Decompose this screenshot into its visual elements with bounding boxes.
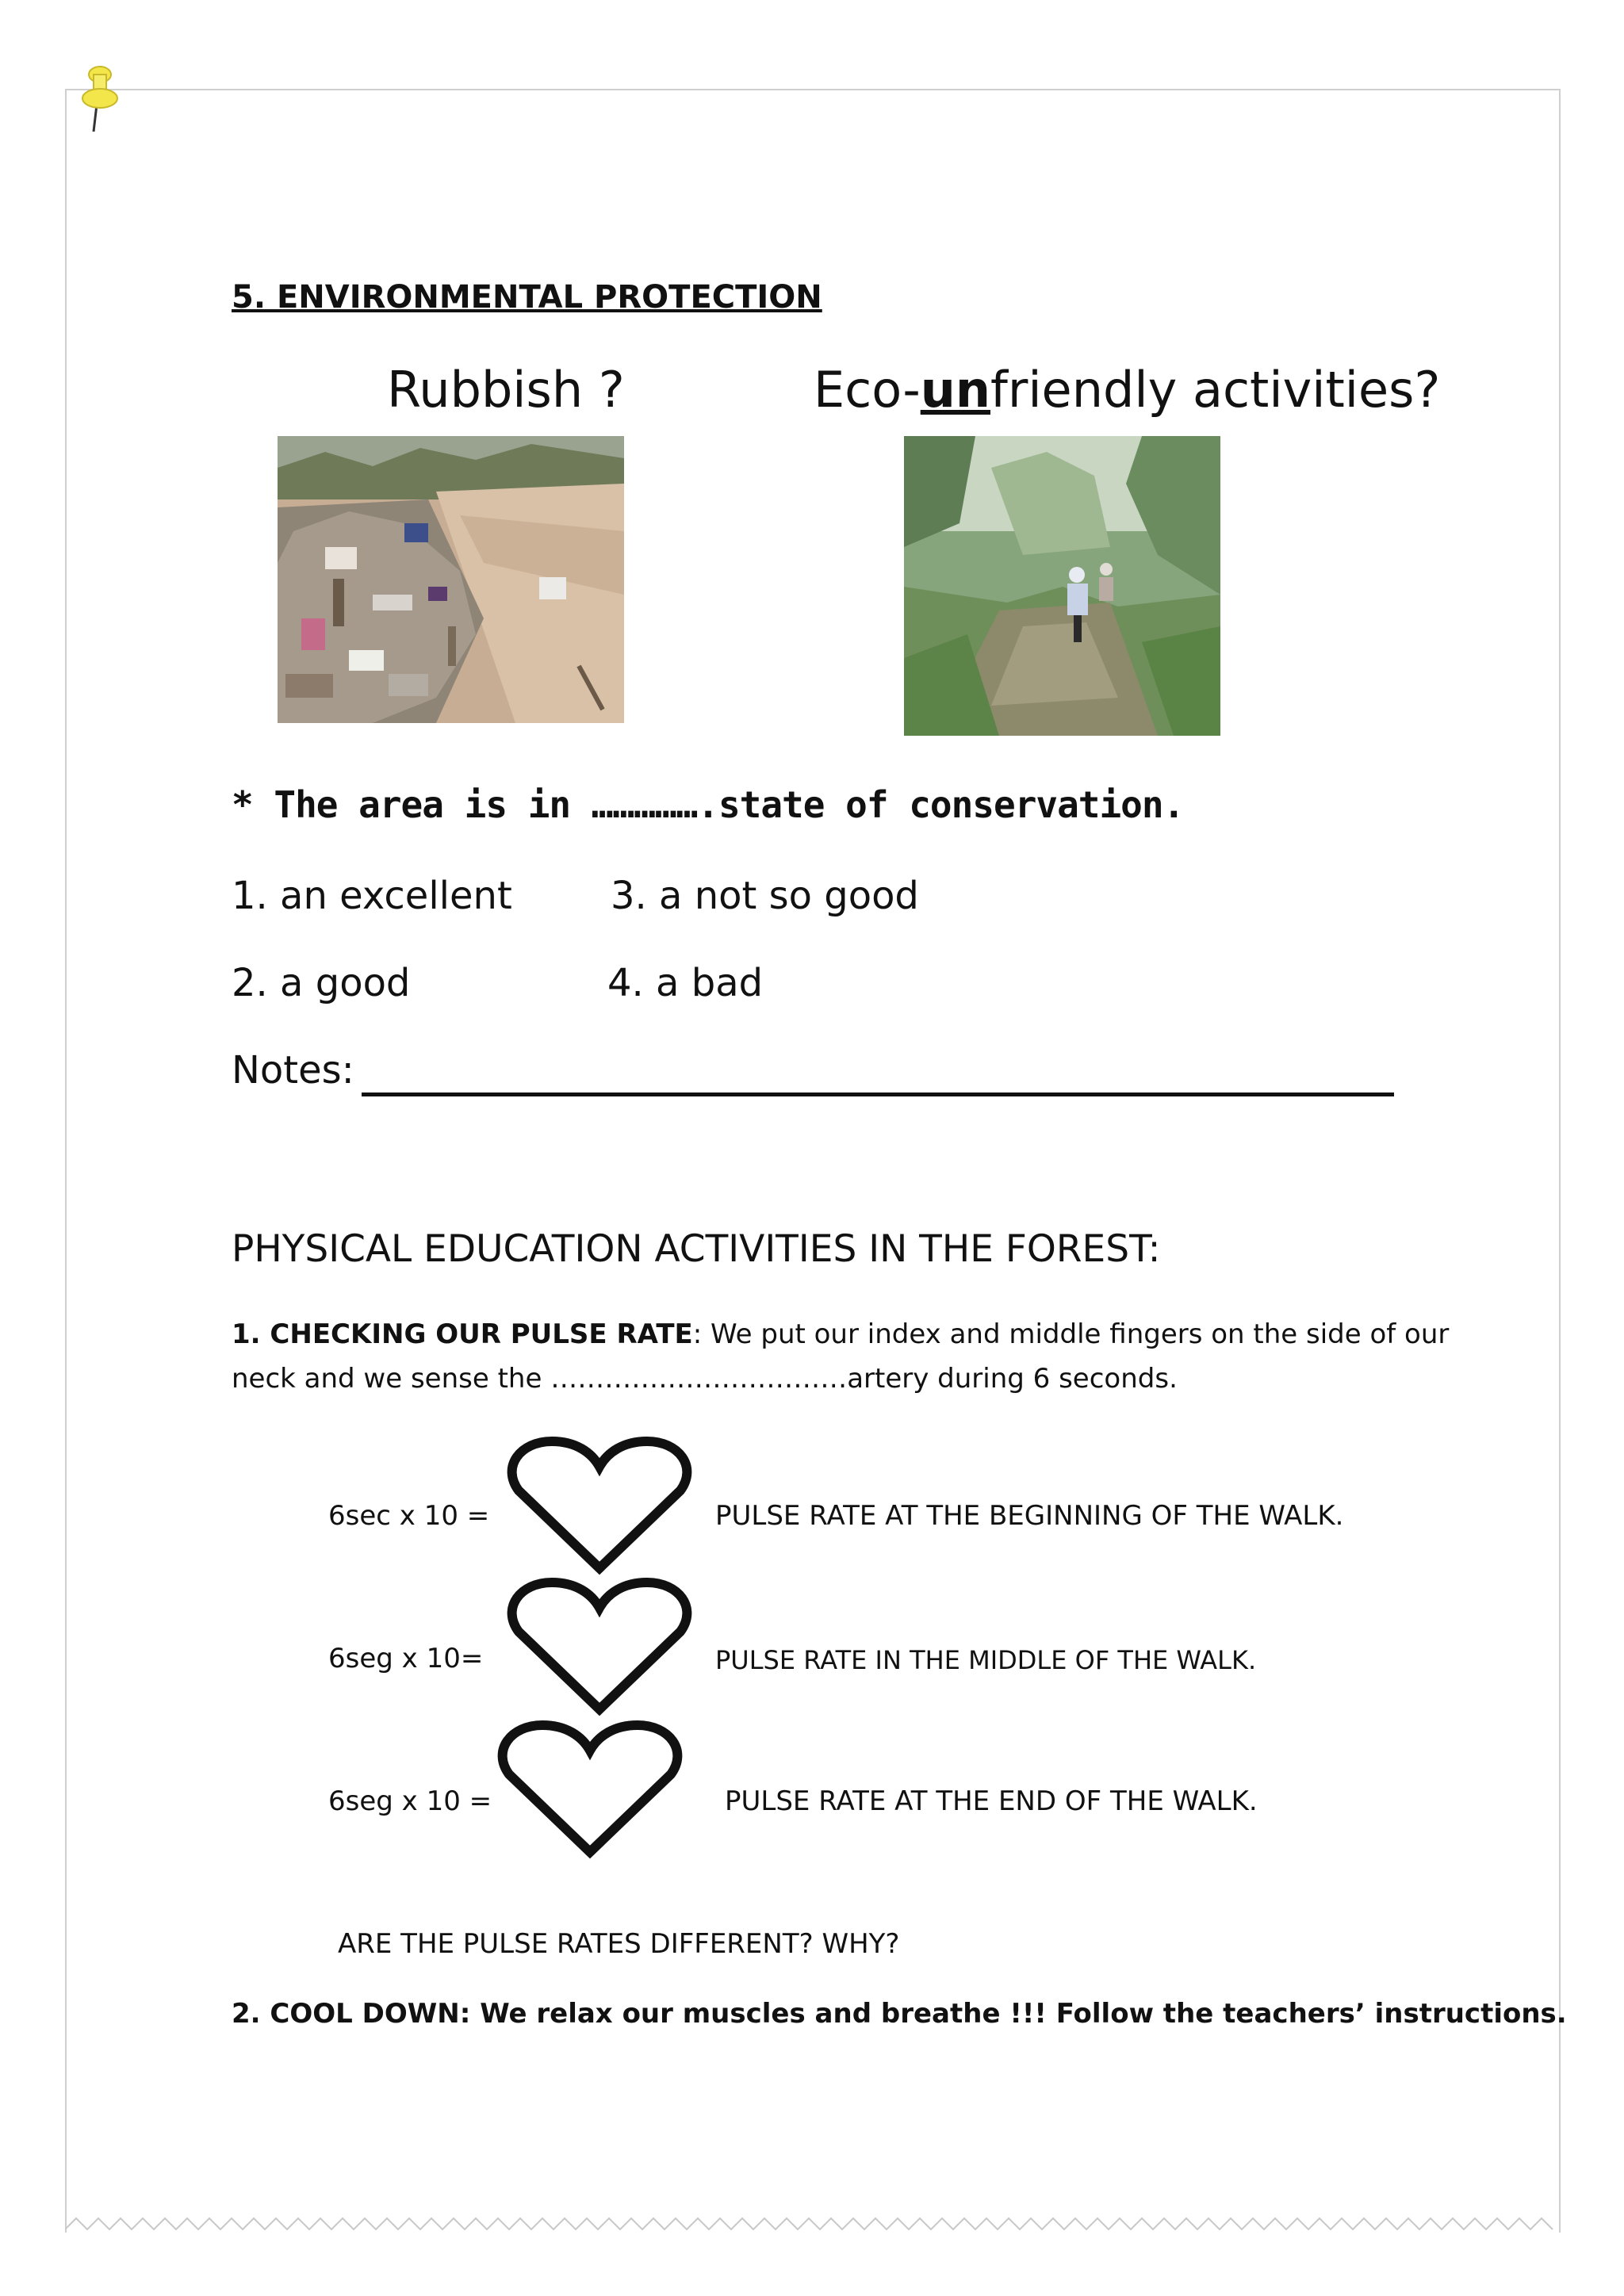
pulse-rate-text: : We put our index and middle fingers on the side of our neck and we sense the ……………………………artery during 6 seconds. — [232, 1318, 1450, 1395]
pulse-label-start: PULSE RATE AT THE BEGINNING OF THE WALK. — [715, 1500, 1344, 1532]
eco-suffix: friendly activities? — [990, 361, 1441, 419]
pulse-label-end: PULSE RATE AT THE END OF THE WALK. — [725, 1785, 1258, 1817]
pulse-formula-start: 6sec x 10 = — [328, 1500, 490, 1532]
eco-unfriendly-heading — [814, 361, 1440, 419]
conservation-question: * The area is in …………….state of conservation. — [232, 783, 1185, 826]
option-good: 2. a good — [232, 961, 411, 1005]
pulse-rate-instructions — [232, 1312, 1469, 1401]
cool-down-instructions: 2. COOL DOWN: We relax our muscles and breathe !!! Follow the teachers’ instructions. — [232, 1998, 1567, 2030]
pushpin-icon — [76, 63, 124, 135]
eco-emphasis: un — [920, 361, 990, 419]
eco-prefix: Eco- — [814, 361, 921, 419]
pulse-formula-end: 6seg x 10 = — [328, 1785, 492, 1817]
motorbike-trail-photo — [904, 436, 1220, 736]
option-excellent: 1. an excellent — [232, 874, 512, 918]
option-bad: 4. a bad — [607, 961, 764, 1005]
notes-answer-line[interactable] — [362, 1093, 1394, 1096]
rubbish-heading: Rubbish ? — [387, 361, 625, 419]
torn-edge-border — [65, 2215, 1559, 2234]
pulse-rate-heading: 1. CHECKING OUR PULSE RATE — [232, 1318, 693, 1350]
heart-outline-icon[interactable] — [504, 1435, 695, 1578]
option-not-so-good: 3. a not so good — [611, 874, 919, 918]
heart-outline-icon[interactable] — [504, 1576, 695, 1719]
pe-activities-title: PHYSICAL EDUCATION ACTIVITIES IN THE FOREST: — [232, 1227, 1161, 1271]
notes-label: Notes: — [232, 1048, 354, 1093]
pulse-label-middle: PULSE RATE IN THE MIDDLE OF THE WALK. — [715, 1645, 1257, 1675]
heart-outline-icon[interactable] — [495, 1719, 685, 1862]
pulse-question: ARE THE PULSE RATES DIFFERENT? WHY? — [338, 1928, 900, 1960]
pulse-formula-middle: 6seg x 10= — [328, 1643, 484, 1674]
section-title: 5. ENVIRONMENTAL PROTECTION — [232, 279, 822, 316]
rubbish-photo — [278, 436, 624, 723]
